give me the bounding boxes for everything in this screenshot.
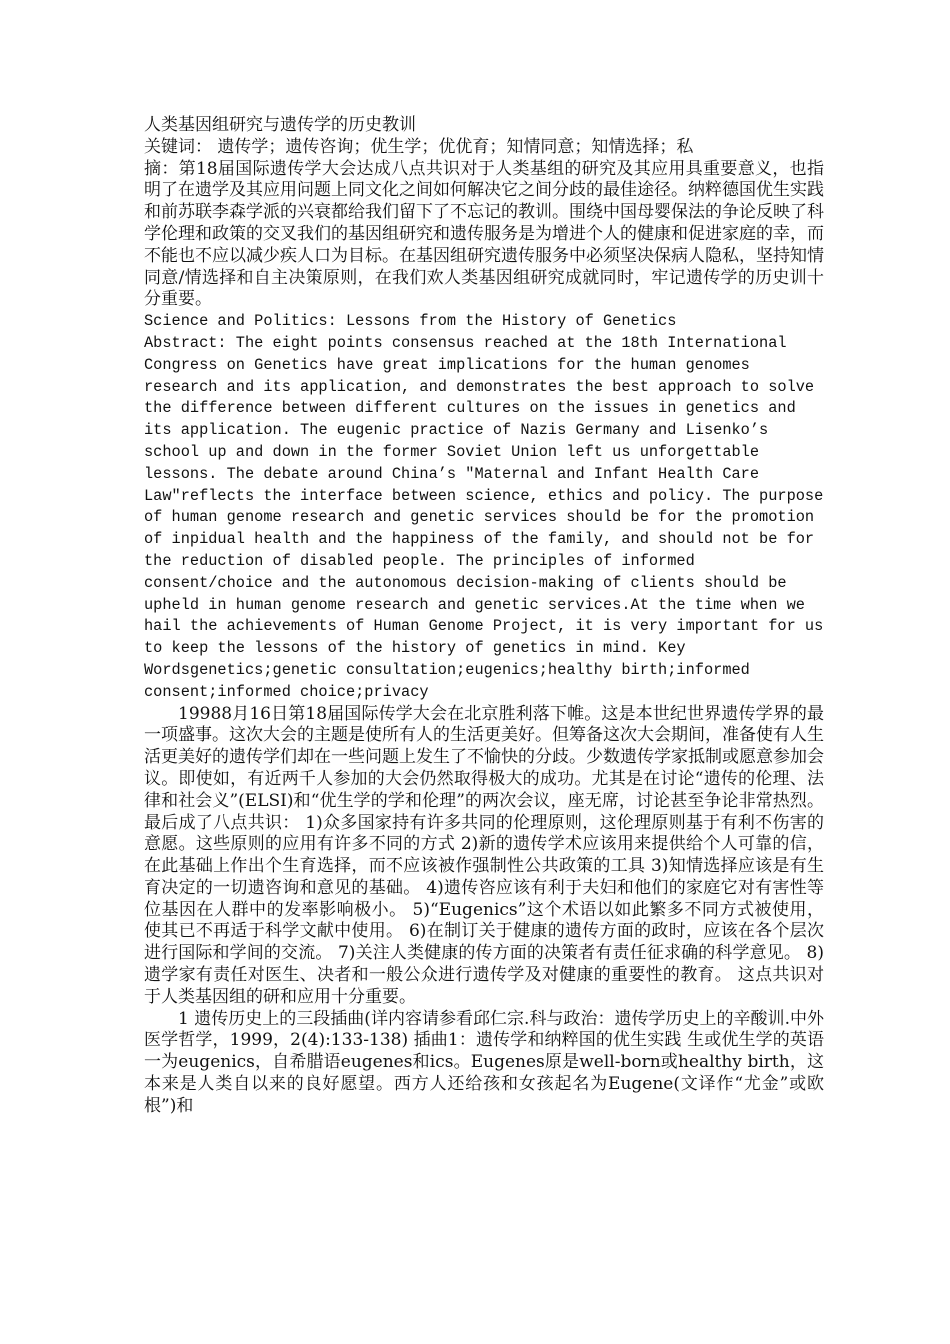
chinese-keywords: 关键词： 遗传学；遗传咨询；优生学；优优育；知情同意；知情选择；私: [144, 136, 694, 157]
document-page: [144, 115, 824, 1118]
english-abstract: Abstract: The eight points consensus reached at the 18th International Congress on Genetics have great implications for the human genomes research and its application, and demonstrates the best approach to solve the difference between different cultures on the issues in genetics and its application. The eugenic practice of Nazis Germany and Lisenko’s school up and down in the former Soviet Union left us unforgettable lessons. The debate around China’s "Maternal and Infant Health Care Law"reflects the interface between science, ethics and policy. The purpose of human genome research and genetic services should be for the promotion of inpidual health and the happiness of the family, and should not be for the reduction of disabled people. The principles of informed consent/choice and the autonomous decision-making of clients should be upheld in human genome research and genetic services.At the time when we hail the achievements of Human Genome Project, it is very important for us to keep the lessons of the history of genetics in mind. Key Wordsgenetics;genetic consultation;eugenics;healthy birth;informed consent;informed choice;privacy: [144, 333, 824, 701]
body-paragraph-congress: 19988月16日第18届国际传学大会在北京胜利落下帷。这是本世纪世界遗传学界的最一项盛事。这次大会的主题是使所有人的生活更美好。但筹备这次大会期间，准备使有人生活更美好的遗传学们却在一些问题上发生了不愉快的分歧。少数遗传学家抵制或愿意参加会议。即使如，有近两千人参加的大会仍然取得极大的成功。尤其是在讨论“遗传的伦理、法律和社会义”(ELSI)和“优生学的学和伦理”的两次会议，座无席，讨论甚至争论非常热烈。最后成了八点共识： 1)众多国家持有许多共同的伦理原则，这伦理原则基于有利不伤害的意愿。这些原则的应用有许多不同的方式 2)新的遗传学术应该用来提供给个人可靠的信，在此基础上作出个生育选择，而不应该被作强制性公共政策的工具 3)知情选择应该是有生育决定的一切遗咨询和意见的基础。 4)遗传咨应该有利于夫妇和他们的家庭它对有害性等位基因在人群中的发率影响极小。 5)“Eugenics”这个术语以如此繁多不同方式被使用，使其已不再适于科学文献中使用。 6)在制订关于健康的遗传方面的政时，应该在各个层次进行国际和学间的交流。 7)关注人类健康的传方面的决策者有责任征求确的科学意见。 8)遗学家有责任对医生、决者和一般公众进行遗传学及对健康的重要性的教育。 这点共识对于人类基因组的研和应用十分重要。: [144, 703, 824, 1007]
chinese-abstract: 摘：第18届国际遗传学大会达成八点共识对于人类基组的研究及其应用具重要意义，也指明了在遗学及其应用问题上同文化之间如何解决它之间分歧的最佳途径。纳粹德国优生实践和前苏联李森学派的兴衰都给我们留下了不忘记的教训。围绕中国母婴保法的争论反映了科学伦理和政策的交叉我们的基因组研究和遗传服务是为增进个人的健康和促进家庭的幸，而不能也不应以减少疾人口为目标。在基因组研究遗传服务中必须坚决保病人隐私，坚持知情同意/情选择和自主决策原则，在我们欢人类基因组研究成就同时，牢记遗传学的历史训十分重要。: [144, 158, 824, 310]
english-title: Science and Politics: Lessons from the History of Genetics: [144, 312, 677, 331]
body-paragraph-history: 1 遗传历史上的三段插曲(详内容请参看邱仁宗.科与政治：遗传学历史上的辛酸训.中外医学哲学，1999，2(4):133-138) 插曲1：遗传学和纳粹国的优生实践 生或优生学的英语一为eugenics，自希腊语eugenes和ics。Eugenes原是well-born或healthy birth，这本来是人类自以来的良好愿望。西方人还给孩和女孩起名为Eugene(文译作“尤金”或欧根”)和: [144, 1008, 824, 1116]
chinese-title: 人类基因组研究与遗传学的历史教训: [144, 115, 416, 135]
